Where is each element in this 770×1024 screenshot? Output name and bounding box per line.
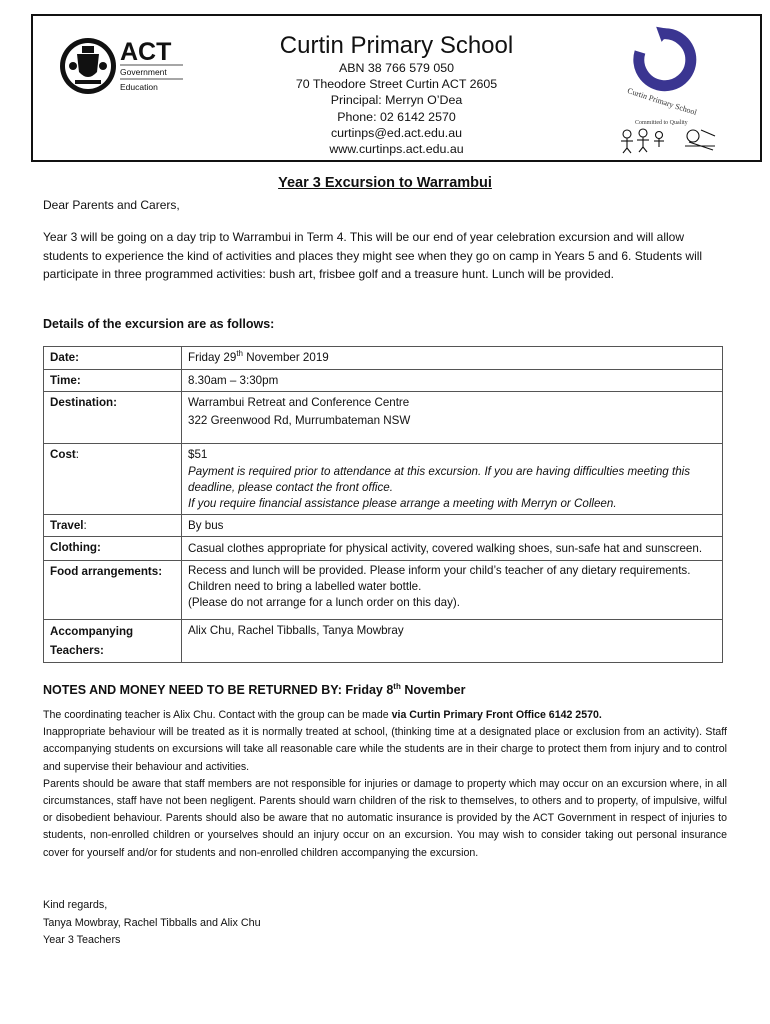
school-logo-arc-text: Curtin Primary School [626, 86, 698, 118]
travel-label: Travel: [44, 514, 182, 537]
school-logo-tagline: Committed to Quality [635, 120, 688, 126]
date-value: Friday 29th November 2019 [182, 347, 723, 370]
table-row [44, 561, 723, 620]
notes-insurance: Parents should be aware that staff members are not responsible for injuries or damage to property which may occur on an excursion where, in all circumstances, staff have not been negligent. Parents should warn children of the risk to themselves, to others and to property, of impulsive, wilful or disobedient behaviour. Parents should also be aware that no automatic insurance is provided by the ACT Government in respect of injuries to students, non-enrolled children or yourselves should an injury occur on an excursion. You may wish to consider taking out personal insurance cover for yourself and/or for students and non-enrolled children accompanying the excursion. [43, 777, 727, 859]
travel-value: By bus [182, 514, 723, 537]
act-logo-line2: Education [120, 82, 158, 92]
table-row [44, 392, 723, 444]
cost-value: $51 Payment is required prior to attendance at this excursion. If you are having difficulties meeting this deadline, please contact the front office. If you require financial assistance please arrange a meeting with Merryn or Colleen. [182, 444, 723, 515]
teacher-role: Year 3 Teachers [43, 934, 121, 947]
phone: Phone: 02 6142 2570 [337, 109, 456, 124]
table-row [44, 444, 723, 515]
time-label: Time: [44, 369, 182, 392]
notes-heading: NOTES AND MONEY NEED TO BE RETURNED BY: Friday 8th November [43, 681, 466, 697]
table-row [44, 537, 723, 561]
regards: Kind regards, [43, 899, 108, 911]
act-logo-name: ACT [120, 38, 172, 66]
signoff [43, 897, 723, 950]
notes-contact: The coordinating teacher is Alix Chu. Contact with the group can be made via Curtin Primary Front Office 6142 2570. [43, 709, 602, 721]
notes-body [43, 707, 727, 862]
financial-assistance-note: If you require financial assistance please arrange a meeting with Merryn or Colleen. [188, 496, 617, 510]
teachers-value: Alix Chu, Rachel Tibballs, Tanya Mowbray [182, 620, 723, 663]
cost-note: Payment is required prior to attendance at this excursion. If you are having difficulties meeting this deadline, please contact the front office. [188, 464, 691, 494]
table-row [44, 369, 723, 392]
time-value: 8.30am – 3:30pm [182, 369, 723, 392]
table-row [44, 514, 723, 537]
website: www.curtinps.act.edu.au [329, 141, 464, 156]
cost-label: Cost: [44, 444, 182, 515]
excursion-details-table [43, 346, 723, 663]
school-name: Curtin Primary School [279, 32, 514, 59]
curtin-school-logo [615, 24, 725, 154]
email: curtinps@ed.act.edu.au [330, 125, 463, 140]
clothing-value: Casual clothes appropriate for physical activity, covered walking shoes, sun-safe hat and sunscreen. [182, 537, 723, 561]
destination-value: Warrambui Retreat and Conference Centre 322 Greenwood Rd, Murrumbateman NSW [182, 392, 723, 444]
food-value: Recess and lunch will be provided. Please inform your child’s teacher of any dietary requirements. Children need to bring a labelled water bottle. (Please do not arrange for a lunch order on this day). [182, 561, 723, 620]
clothing-label: Clothing: [44, 537, 182, 561]
act-logo-line1: Government [120, 67, 167, 77]
date-label: Date: [44, 347, 182, 370]
notes-behaviour: Inappropriate behaviour will be treated as it is normally treated at school, (thinking time at a designated place or exclusion from an activity). Staff accompanying students on excursions will take all reasonable care while the students are in their charge to protect them from injury and to control and supervise their behaviour and activities. [43, 726, 727, 773]
greeting: Dear Parents and Carers, [43, 198, 180, 212]
intro-paragraph: Year 3 will be going on a day trip to Warrambui in Term 4. This will be our end of year celebration excursion and will allow students to experience the kind of activities and places they might see when they go on camp in Years 5 and 6. Students will participate in three programmed activities: bush art, frisbee golf and a treasure hunt. Lunch will be provided. [43, 230, 703, 282]
table-row [44, 620, 723, 663]
letterhead [31, 14, 762, 162]
letter-title: Year 3 Excursion to Warrambui [278, 175, 492, 191]
details-heading: Details of the excursion are as follows: [43, 317, 275, 331]
table-row [44, 347, 723, 370]
children-drawing-icon [621, 129, 715, 153]
principal: Principal: Merryn O’Dea [330, 93, 463, 108]
destination-label: Destination: [44, 392, 182, 444]
teachers-label: Accompanying Teachers: [44, 620, 182, 663]
address: 70 Theodore Street Curtin ACT 2605 [295, 77, 498, 92]
food-label: Food arrangements: [44, 561, 182, 620]
abn: ABN 38 766 579 050 [338, 61, 455, 75]
teacher-names: Tanya Mowbray, Rachel Tibballs and Alix Chu [43, 916, 261, 929]
